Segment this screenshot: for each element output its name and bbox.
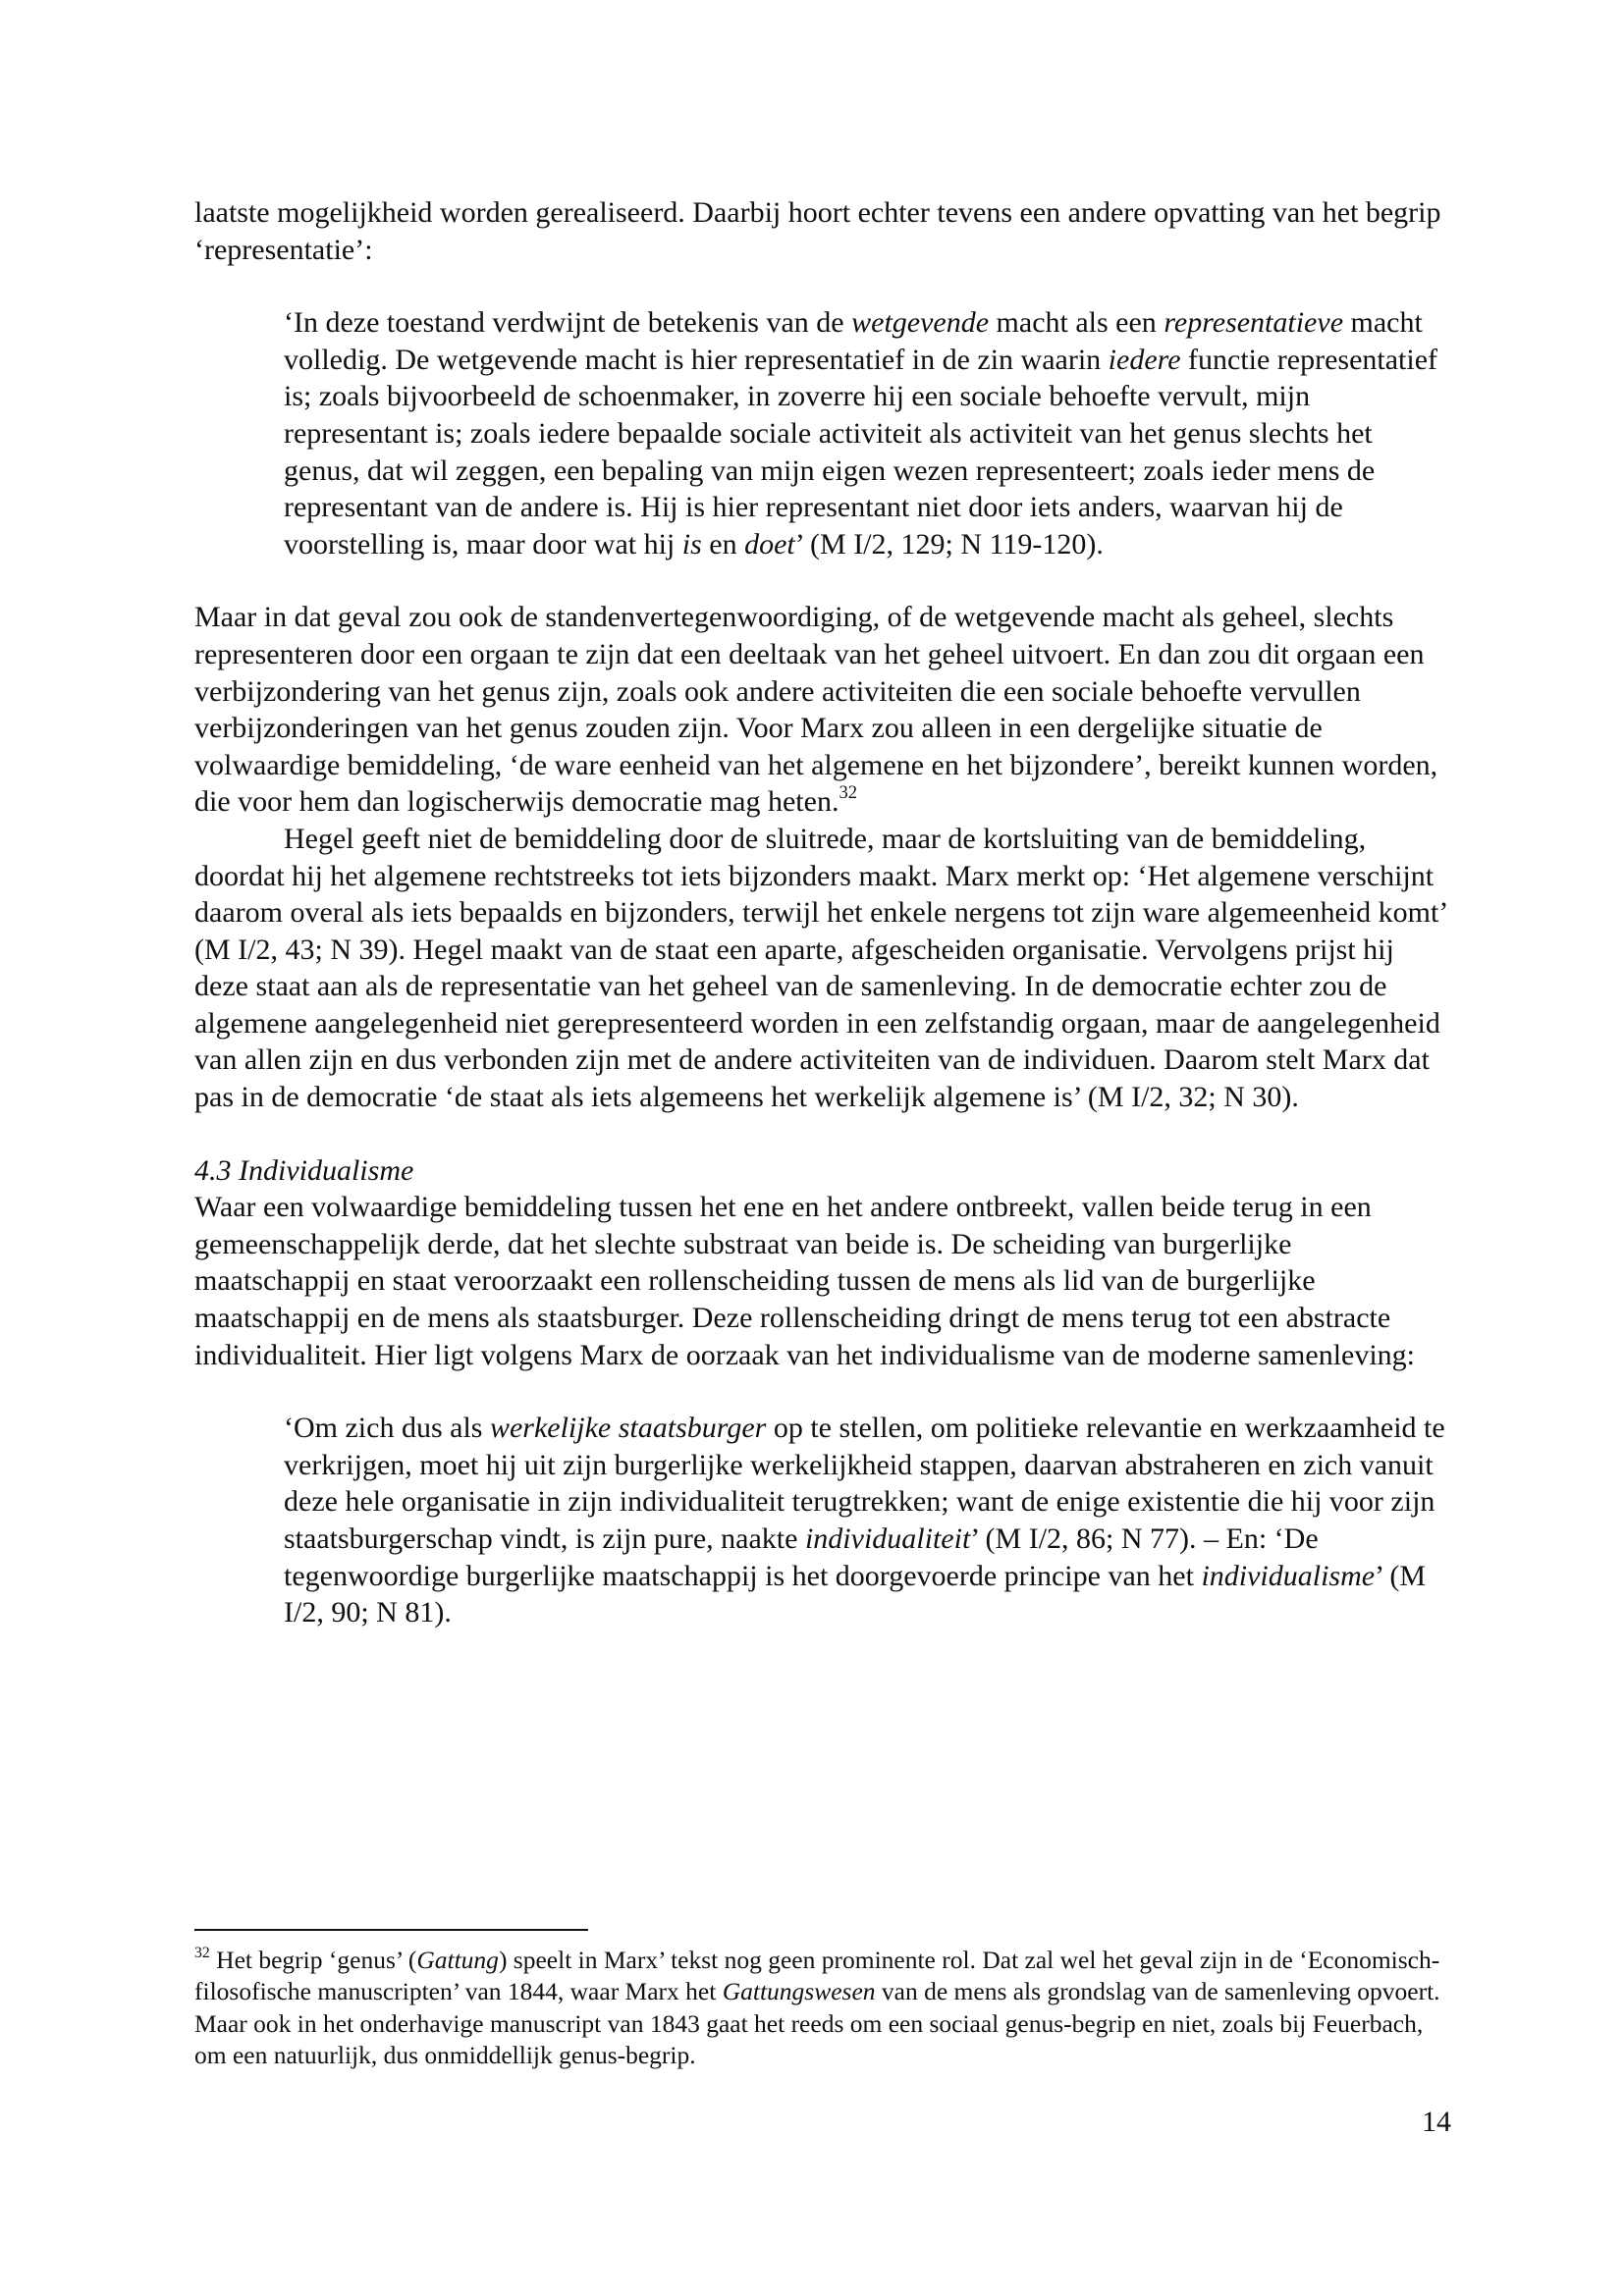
- block-quote-representation: ‘In deze toestand verdwijnt de betekenis van de wetgevende macht als een representatieve macht volledig. De wetgevende macht is hier representatief in de zin waarin iedere functie representatief is; zoals bijvoorbeeld de schoenmaker, in zoverre hij een sociale behoefte vervult, mijn representant is; zoals iedere bepaalde sociale activiteit als activiteit van het genus slechts het genus, dat wil zeggen, een bepaling van mijn eigen wezen representeert; zoals ieder mens de representant van de andere is. Hij is hier representant niet door iets anders, waarvan hij de voorstelling is, maar door wat hij is en doet’ (M I/2, 129; N 119-120).: [284, 306, 1438, 561]
- footnote-number: 32: [194, 1944, 210, 1961]
- paragraph-individualism: Waar een volwaardige bemiddeling tussen het ene en het andere ontbreekt, vallen beide terug in een gemeenschappelijk derde, dat het slechte substraat van beide is. De scheiding van burgerlijke maatschappij en staat veroorzaakt een rollenscheiding tussen de mens als lid van de burgerlijke maatschappij en de mens als staatsburger. Deze rollenscheiding dringt de mens terug tot een abstracte individualiteit. Hier ligt volgens Marx de oorzaak van het individualisme van de moderne samenleving:: [194, 1191, 1416, 1371]
- paragraph-gap: [194, 268, 1451, 304]
- paragraph-gap: [194, 562, 1451, 599]
- main-text: [194, 194, 1451, 1631]
- paragraph-democracy: Maar in dat geval zou ook de standenvertegenwoordiging, of de wetgevende macht als geheel, slechts representeren door een orgaan te zijn dat een deeltaak van het geheel uitvoert. En dan zou dit orgaan een verbijzondering van het genus zijn, zoals ook andere activiteiten die een sociale behoefte vervullen verbijzonderingen van het genus zouden zijn. Voor Marx zou alleen in een dergelijke situatie de volwaardige bemiddeling, ‘de ware eenheid van het algemene en het bijzondere’, bereikt kunnen worden, die voor hem dan logischerwijs democratie mag heten.$^{32}$: [194, 601, 1438, 819]
- footnote-separator: [194, 1929, 588, 1931]
- paragraph-gap: [194, 1116, 1451, 1152]
- page-number: 14: [1422, 2106, 1451, 2138]
- footnote: $^{32}$ Het begrip ‘genus’ (Gattung) speelt in Marx’ tekst nog geen prominente rol. Dat zal wel het geval zijn in de ‘Economisch-filosofische manuscripten’ van 1844, waar Marx het Gattungswesen van de mens als grondslag van de samenleving opvoert. Maar ook in het onderhavige manuscript van 1843 gaat het reeds om een sociaal genus-begrip en niet, zoals bij Feuerbach, om een natuurlijk, dus onmiddellijk genus-begrip.: [194, 1944, 1440, 2070]
- footnote-reference[interactable]: 32: [839, 782, 858, 804]
- paragraph-hegel: Hegel geeft niet de bemiddeling door de sluitrede, maar de kortsluiting van de bemiddeling, doordat hij het algemene rechtstreeks tot iets bijzonders maakt. Marx merkt op: ‘Het algemene verschijnt daarom overal als iets bepaalds en bijzonders, terwijl het enkele nergens tot zijn ware algemeenheid komt’ (M I/2, 43; N 39). Hegel maakt van de staat een aparte, afgescheiden organisatie. Vervolgens prijst hij deze staat aan als de representatie van het geheel van de samenleving. In de democratie echter zou de algemene aangelegenheid niet gerepresenteerd worden in een zelfstandig orgaan, maar de aangelegenheid van allen zijn en dus verbonden zijn met de andere activiteiten van de individuen. Daarom stelt Marx dat pas in de democratie ‘de staat als iets algemeens het werkelijk algemene is’ (M I/2, 32; N 30).: [194, 822, 1447, 1114]
- block-quote-citizen: ‘Om zich dus als werkelijke staatsburger op te stellen, om politieke relevantie en werkzaamheid te verkrijgen, moet hij uit zijn burgerlijke werkelijkheid stappen, daarvan abstraheren en zich vanuit deze hele organisatie in zijn individualiteit terugtrekken; want de enige existentie die hij voor zijn staatsburgerschap vindt, is zijn pure, naakte individualiteit’ (M I/2, 86; N 77). – En: ‘De tegenwoordige burgerlijke maatschappij is het doorgevoerde principe van het individualisme’ (M I/2, 90; N 81).: [284, 1412, 1445, 1629]
- section-heading: 4.3 Individualisme: [194, 1153, 414, 1187]
- continuation-paragraph: laatste mogelijkheid worden gerealiseerd. Daarbij hoort echter tevens een andere opvatting van het begrip ‘representatie’:: [194, 196, 1441, 266]
- paragraph-gap: [194, 1373, 1451, 1410]
